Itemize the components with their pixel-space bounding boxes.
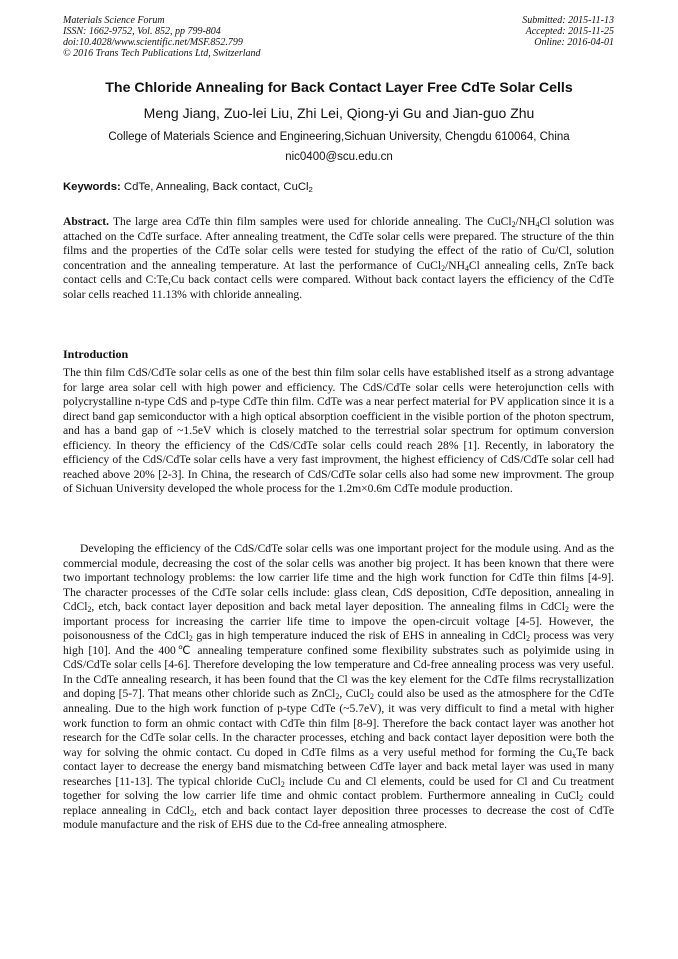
journal-header <box>63 15 383 59</box>
abstract-label: Abstract. <box>63 215 110 228</box>
introduction-heading: Introduction <box>63 347 129 361</box>
paragraph-text: Developing the efficiency of the CdS/CdTe solar cells was one important project for the module using. And as the commercial module, decreasing the cost of the solar cells was another big project. It has been known that there were two important technology problems: the low carrier life time and the high work function for CdTe thin films [4-9]. The character processes of the CdTe solar cells include: glass clean, CdS deposition, CdTe deposition, annealing in CdCl$_2$, etch, back contact layer deposition and back metal layer deposition. The annealing films in CdCl$_2$ were the important process for increasing the carrier life time to impove the open-circuit voltage [4-5]. However, the poisonousness of the CdCl$_2$ gas in high temperature induced the risk of EHS in annealing in CdCl$_2$ process was very high [10]. And the 400℃ annealing temperature confined some flexibility substrates such as polyimide using in CdS/CdTe solar cells [4-6]. Therefore developing the low temperature and Cd-free annealing process was very useful. In the CdTe annealing research, it has been found that the Cl was the key element for the CdTe films recrystallization and doping [5-7]. That means other chloride such as ZnCl$_2$, CuCl$_2$ could also be used as the atmosphere for the CdTe annealing. Due to the high work function of p-type CdTe (~5.7eV), it was very difficult to find a metal with higher work function to form an ohmic contact with CdTe thin film [8-9]. Therefore the back contact layer was another hot research for the CdTe solar cells. In the character processes, etching and back contact layer deposition were both the way for solving the ohmic contact. Cu doped in CdTe films as a very useful method for forming the $Cu_xTe$ back contact layer to decrease the energy band mismatching between CdTe layer and back metal layer was used in many researches [11-13]. The typical chloride CuCl$_2$ include Cu and Cl elements, could be used for Cl and Cu treatment together for solving the low carrier life time and ohmic contact problem. Furthermore annealing in CuCl$_2$ could replace annealing in CdCl$_2$, etch and back contact layer deposition three processes to decrease the cost of CdTe module manufacture and the risk of EHS due to the Cd-free annealing atmosphere. <box>63 542 614 832</box>
journal-issn: ISSN: 1662-9752, Vol. 852, pp 799-804 <box>63 26 221 37</box>
accepted-date: Accepted: 2015-11-25 <box>525 26 614 37</box>
keywords-label: Keywords: <box>63 181 121 193</box>
journal-doi[interactable]: doi:10.4028/www.scientific.net/MSF.852.799 <box>63 37 243 48</box>
journal-name: Materials Science Forum <box>63 15 165 26</box>
submitted-date: Submitted: 2015-11-13 <box>522 15 614 26</box>
journal-copyright: © 2016 Trans Tech Publications Ltd, Switzerland <box>63 48 261 59</box>
paper-affiliation: College of Materials Science and Engineering,Sichuan University, Chengdu 610064, China <box>108 131 570 143</box>
introduction-paragraph-2 <box>63 542 614 833</box>
abstract <box>63 215 614 302</box>
paper-authors: Meng Jiang, Zuo-lei Liu, Zhi Lei, Qiong-yi Gu and Jian-guo Zhu <box>143 105 535 121</box>
keywords-line <box>63 181 623 193</box>
dates-header <box>394 15 614 48</box>
introduction-paragraph-1 <box>63 366 614 497</box>
online-date: Online: 2016-04-01 <box>534 37 614 48</box>
abstract-text: The large area CdTe thin film samples were used for chloride annealing. The $CuCl_2/NH_4Cl$ solution was attached on the CdTe surface. After annealing treatment, the CdTe solar cells were prepared. The structure of the thin films and the properties of the CdTe solar cells were tested for studying the effect of the ratio of Cu/Cl, solution concentration and the annealing temperature. At last the performance of $CuCl_2/NH_4Cl$ annealing cells, ZnTe back contact cells and C:Te,Cu back contact cells were compared. Without back contact layers the efficiency of the CdTe solar cells reached 11.13% with chloride annealing. <box>63 215 614 301</box>
contact-email[interactable]: nic0400@scu.edu.cn <box>285 151 393 163</box>
keywords-text: CdTe, Annealing, Back contact, CuCl$_2$ <box>123 181 313 194</box>
paragraph-text: The thin film CdS/CdTe solar cells as one of the best thin film solar cells have established itself as a strong advantage for large area solar cell with high power and efficiency. The CdS/CdTe solar cells were heterojunction cells with polycrystalline n-type CdS and p-type CdTe thin film. CdTe was a near perfect material for PV application since it is a direct band gap semiconductor with a high optical absorption coefficient in the visible portion of the photon spectrum, and has a band gap of ~1.5eV which is closely matched to the terrestrial solar spectrum for optimum conversion efficiency. In theory the efficiency of the CdS/CdTe solar cells could reach 28% [1]. Recently, in laboratory the efficiency of the CdS/CdTe solar cells have a very fast improvment, the highest efficiency of CdS/CdTe solar cell had reached above 20% [2-3]. In China, the research of CdS/CdTe solar cells also had some new improvment. The group of Sichuan University developed the whole process for the 1.2m×0.6m CdTe module production. <box>63 366 614 496</box>
paper-title: The Chloride Annealing for Back Contact Layer Free CdTe Solar Cells <box>105 80 573 96</box>
